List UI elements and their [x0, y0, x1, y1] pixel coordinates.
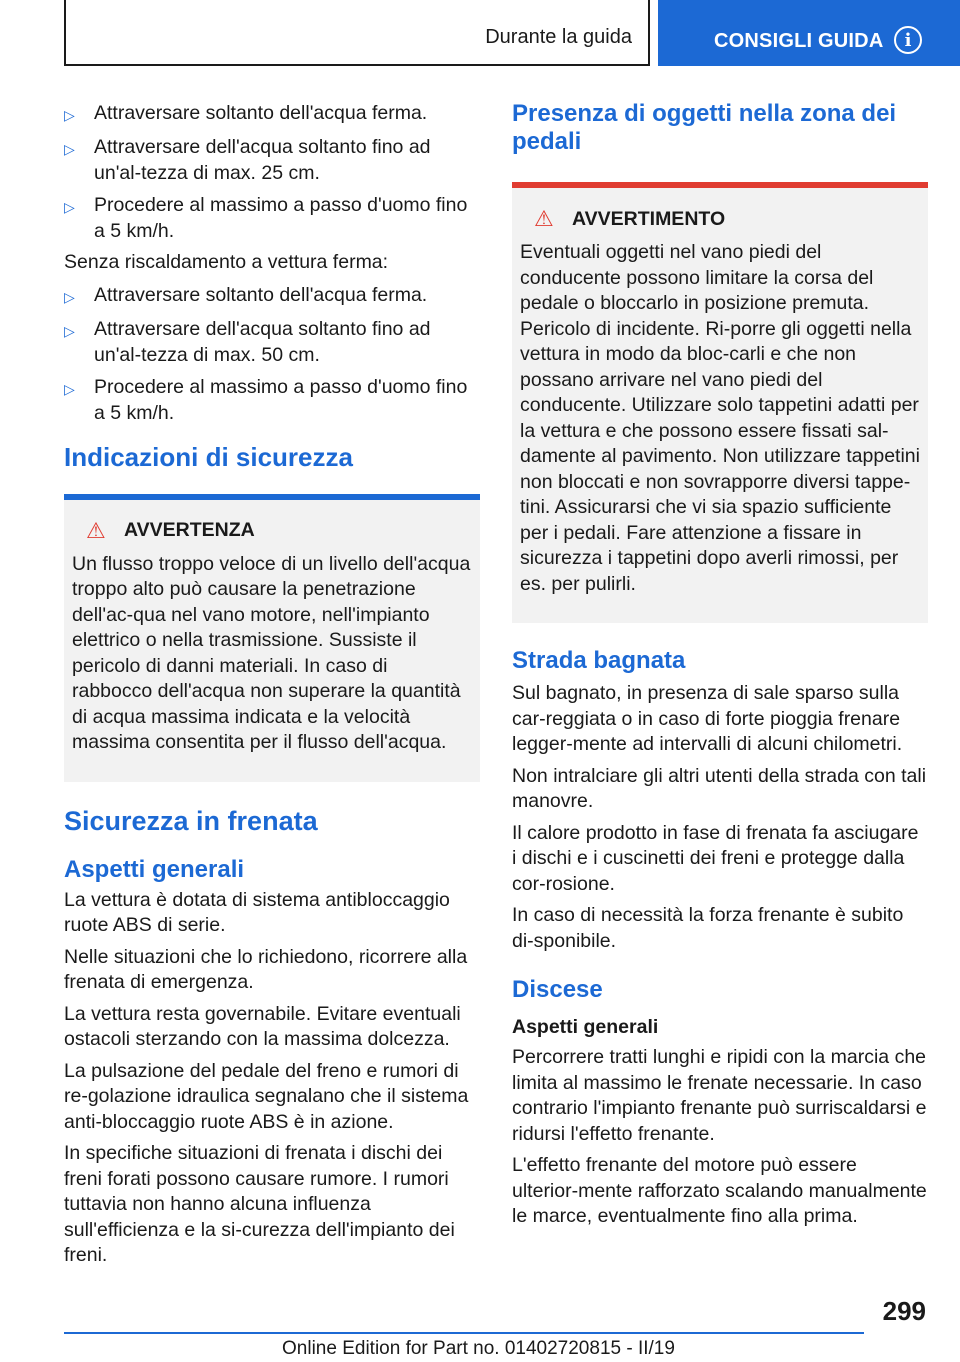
list-item: ▷ Attraversare soltanto dell'acqua ferma.	[64, 100, 480, 128]
warning-title: ⚠ AVVERTIMENTO	[534, 206, 726, 231]
warning-triangle-icon: ⚠	[86, 517, 106, 543]
bullet-list-a	[64, 100, 480, 244]
footer-edition: Online Edition for Part no. 01402720815 - II/19	[282, 1338, 675, 1359]
warning-box	[64, 494, 480, 782]
triangle-bullet-icon: ▷	[64, 288, 75, 305]
list-item: ▷ Procedere al massimo a passo d'uomo fino a 5 km/h.	[64, 375, 468, 424]
triangle-bullet-icon: ▷	[64, 322, 75, 339]
right-column	[512, 100, 928, 1236]
paragraph: Il calore prodotto in fase di frenata fa asciugare i dischi e i cuscinetti dei freni e protegge dalla cor-rosione.	[512, 821, 919, 895]
triangle-bullet-icon: ▷	[64, 107, 75, 123]
triangle-bullet-icon: ▷	[64, 141, 75, 157]
list-item: ▷ Procedere al massimo a passo d'uomo fino a 5 km/h.	[64, 194, 468, 242]
safety-heading: Indicazioni di sicurezza	[64, 441, 353, 472]
warning-box	[512, 182, 928, 623]
warning-text: Un flusso troppo veloce di un livello dell'acqua troppo alto può causare la penetrazione dell'ac-qua nel vano motore, nell'impianto elettrico o nella trasmissione. Sussiste il pericolo di danni materiali. In caso di rabbocco dell'acqua non superare la quantità di acqua massima indicata e la velocità massima consentita per il flusso dell'acqua.	[72, 552, 471, 753]
descents-heading: Discese	[512, 976, 603, 1003]
paragraph: La vettura è dotata di sistema antibloccaggio ruote ABS di serie.	[64, 888, 450, 936]
paragraph: Non intralciare gli altri utenti della strada con tali manovre.	[512, 764, 927, 812]
list-item: ▷ Attraversare dell'acqua soltanto fino ad un'al-tezza di max. 25 cm.	[64, 136, 431, 184]
list-item: ▷ Attraversare dell'acqua soltanto fino ad un'al-tezza di max. 50 cm.	[64, 317, 431, 366]
warning-text: Eventuali oggetti nel vano piedi del conducente possono limitare la corsa del pedale o bloccarlo in posizione premuta. Pericolo di incidente. Ri-porre gli oggetti nella vettura in modo da bloc-carli e che non possano arrivare nel vano piedi del conducente. Utilizzare solo tappetini adatti per la vettura e che possono essere fissati sal-damente al pavimento. Non utilizzare tappetini non bloccati e non sovrapporre diversi tappe-tini. Assicurarsi che vi sia spazio sufficiente per i pedali. Fare attenzione a fissare in sicurezza i tappetini dopo averli rimossi, per es. per pulirli.	[520, 241, 920, 595]
braking-heading: Sicurezza in frenata	[64, 805, 318, 836]
paragraph: Nelle situazioni che lo richiedono, ricorrere alla frenata di emergenza.	[64, 945, 468, 993]
list-item: ▷ Attraversare soltanto dell'acqua ferma.	[64, 282, 480, 310]
bullet-list-b	[64, 282, 480, 426]
no-heating-label: Senza riscaldamento a vettura ferma:	[64, 251, 389, 273]
left-column	[64, 100, 480, 1275]
page-number: 299	[882, 1296, 926, 1326]
wet-road-heading: Strada bagnata	[512, 647, 686, 674]
header-section-title: Durante la guida	[485, 26, 632, 48]
warning-title: ⚠ AVVERTENZA	[86, 517, 255, 543]
triangle-bullet-icon: ▷	[64, 199, 75, 215]
paragraph: La vettura resta governabile. Evitare eventuali ostacoli sterzando con la massima dolcezza.	[64, 1002, 461, 1050]
paragraph: Sul bagnato, in presenza di sale sparso sulla car-reggiata o in caso di forte pioggia frenare legger-mente ad intervalli di alcuni chilometri.	[512, 682, 903, 755]
paragraph: Percorrere tratti lunghi e ripidi con la marcia che limita al massimo le frenate necessarie. In caso contrario l'impianto frenante può surriscaldarsi e ridursi l'effetto frenante.	[512, 1046, 927, 1145]
paragraph: In caso di necessità la forza frenante è subito di-sponibile.	[512, 904, 904, 952]
header-tab-consigli-guida[interactable]	[658, 0, 960, 66]
paragraph: L'effetto frenante del motore può essere ulterior-mente rafforzato scalando manualmente le marce, eventualmente fino alla prima.	[512, 1154, 927, 1227]
paragraph: In specifiche situazioni di frenata i dischi dei freni forati possono causare rumore. I rumori tuttavia non hanno alcuna influenza sull'efficienza e la si-curezza dell'impianto dei freni.	[64, 1142, 455, 1266]
header-tab-label: CONSIGLI GUIDA	[714, 30, 884, 52]
pedal-heading: Presenza di oggetti nella zona dei pedali	[512, 100, 897, 155]
triangle-bullet-icon: ▷	[64, 380, 75, 397]
general-heading: Aspetti generali	[64, 855, 245, 883]
warning-triangle-icon: ⚠	[534, 206, 554, 231]
footer-divider	[64, 1332, 864, 1334]
info-icon[interactable]: i	[894, 26, 922, 54]
descents-subheading: Aspetti generali	[512, 1016, 659, 1038]
paragraph: La pulsazione del pedale del freno e rumori di re-golazione idraulica segnalano che il sistema anti-bloccaggio ruote ABS è in azione.	[64, 1059, 469, 1133]
